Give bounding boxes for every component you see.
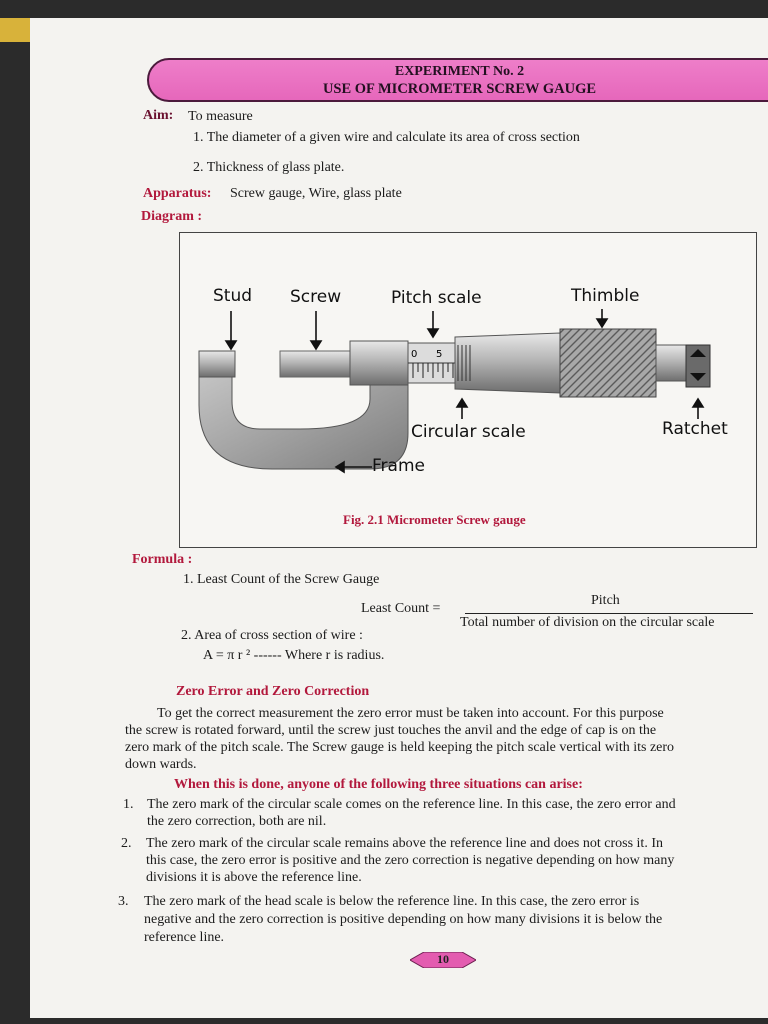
page-number-badge	[410, 952, 476, 968]
page-number: 10	[437, 952, 449, 966]
formula-label: Formula :	[132, 552, 193, 567]
screw-shape	[280, 351, 350, 377]
pitch-scale-mark-5: 5	[436, 349, 443, 360]
circular-scale-thimble	[455, 333, 560, 393]
apparatus-text: Screw gauge, Wire, glass plate	[230, 186, 402, 201]
zero-error-heading: Zero Error and Zero Correction	[176, 684, 370, 699]
fraction-line	[465, 613, 753, 614]
aim-intro: To measure	[188, 109, 253, 124]
situation-2-line-1: The zero mark of the circular scale remains above the reference line and does not cross it. In	[146, 836, 663, 851]
micrometer-illustration	[180, 233, 755, 546]
label-frame: Frame	[372, 456, 425, 476]
label-pitch-scale: Pitch scale	[391, 288, 482, 308]
experiment-title: USE OF MICROMETER SCREW GAUGE	[322, 81, 597, 97]
figure-caption: Fig. 2.1 Micrometer Screw gauge	[343, 512, 526, 527]
situation-2-line-3: divisions it is above the reference line.	[146, 870, 362, 885]
situations-subheading: When this is done, anyone of the following three situations can arise:	[174, 777, 583, 792]
stud-shape	[199, 351, 235, 377]
zero-error-para-line-1: To get the correct measurement the zero error must be taken into account. For this purpose	[157, 706, 664, 721]
label-thimble: Thimble	[571, 286, 640, 306]
situation-3-number: 3.	[118, 894, 129, 909]
page-corner-decoration	[0, 18, 30, 42]
formula-item-2: 2. Area of cross section of wire :	[181, 628, 363, 643]
diagram-label: Diagram :	[141, 209, 203, 224]
least-count-lhs: Least Count =	[361, 601, 441, 616]
zero-error-para-line-3: zero mark of the pitch scale. The Screw gauge is held keeping the pitch scale vertical with its zero	[125, 740, 675, 755]
area-formula: A = π r ² ------ Where r is radius.	[203, 648, 385, 663]
pitch-scale-mark-0: 0	[411, 349, 418, 360]
formula-item-1: 1. Least Count of the Screw Gauge	[183, 572, 380, 587]
situation-1-line-2: the zero correction, both are nil.	[147, 814, 327, 829]
diagram-box	[179, 232, 757, 548]
least-count-denominator: Total number of division on the circular scale	[460, 615, 715, 630]
situation-3-line-3: reference line.	[144, 930, 225, 945]
experiment-banner	[147, 58, 768, 102]
situation-1-number: 1.	[123, 797, 134, 812]
label-ratchet: Ratchet	[662, 419, 728, 439]
label-circular-scale: Circular scale	[411, 422, 526, 442]
label-stud: Stud	[213, 286, 253, 306]
label-screw: Screw	[290, 287, 342, 307]
aim-item-1: 1. The diameter of a given wire and calculate its area of cross section	[193, 130, 580, 145]
zero-error-para-line-2: the screw is rotated forward, until the screw just touches the anvil and the edge of cap is on the	[125, 723, 657, 738]
situation-1-line-1: The zero mark of the circular scale comes on the reference line. In this case, the zero error and	[147, 797, 676, 812]
zero-error-para-line-4: down wards.	[125, 757, 197, 772]
apparatus-label: Apparatus:	[143, 186, 212, 201]
situation-2-line-2: this case, the zero error is positive and the zero correction is negative depending on how many	[146, 853, 675, 868]
situation-2-number: 2.	[121, 836, 132, 851]
least-count-numerator: Pitch	[591, 593, 620, 608]
experiment-number: EXPERIMENT No. 2	[394, 64, 525, 79]
situation-3-line-1: The zero mark of the head scale is below the reference line. In this case, the zero error is	[144, 894, 640, 909]
aim-label: Aim:	[143, 108, 174, 123]
aim-item-2: 2. Thickness of glass plate.	[193, 160, 345, 175]
thimble-knurl	[560, 329, 656, 397]
situation-3-line-2: negative and the zero correction is positive depending on how many divisions it is below the	[144, 912, 663, 927]
